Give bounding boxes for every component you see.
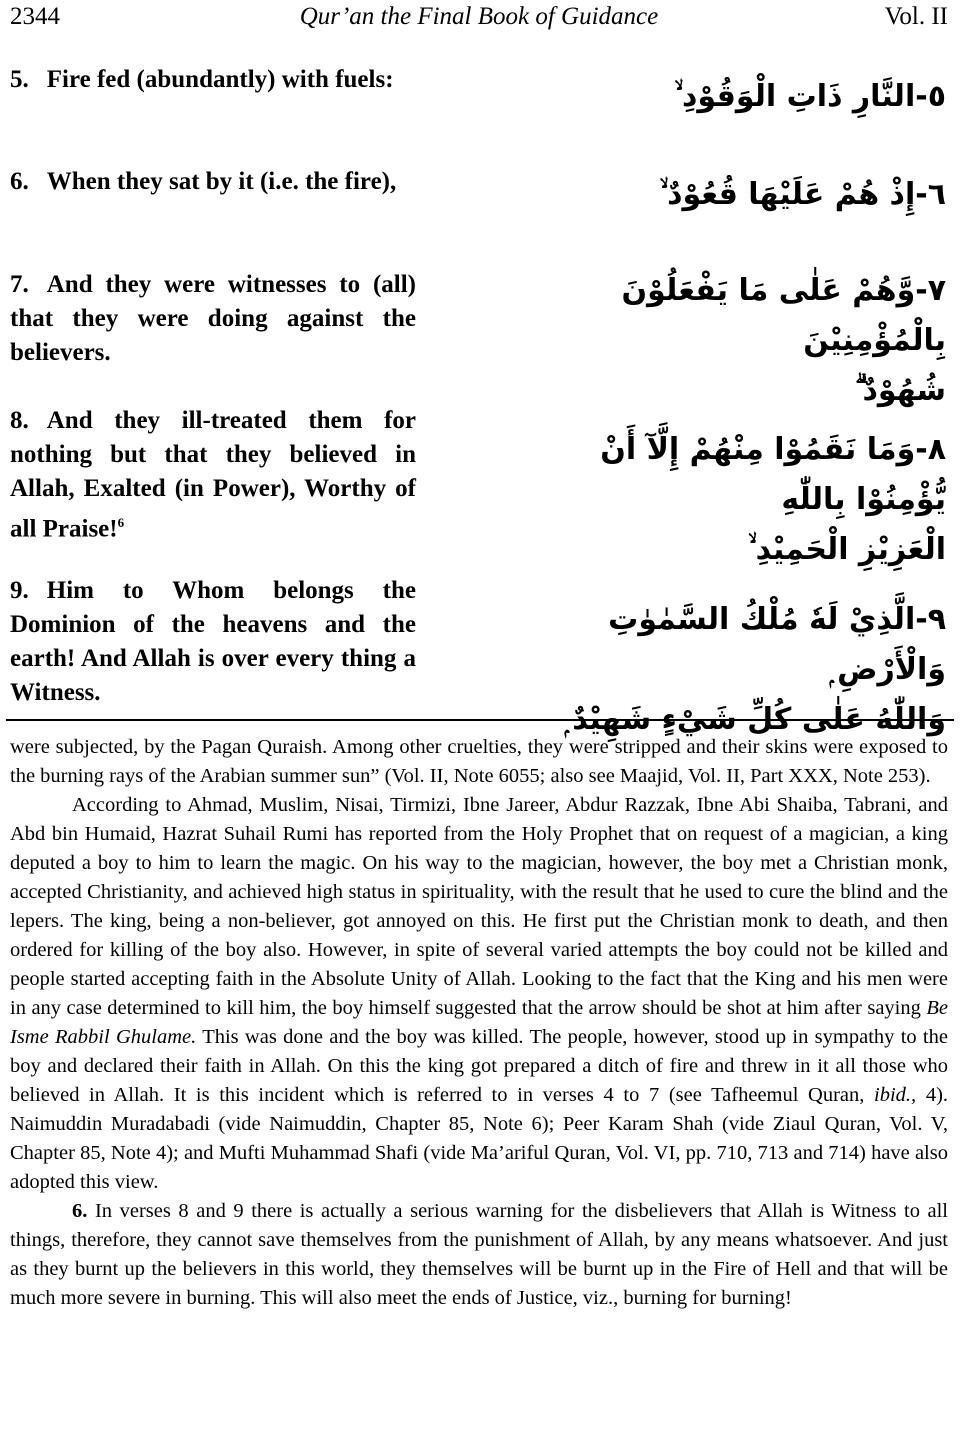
page-number: 2344 [10, 3, 60, 30]
verse-6-arabic: ٦-إِذْ هُمْ عَلَيْهَا قُعُوْدٌ ۙ [659, 177, 946, 212]
verse-text: When they sat by it (i.e. the fire), [46, 168, 397, 195]
verse-text: And they ill-treated them for nothing but that they believed in Allah, Exalted (in Power), Worthy of all Praise! [10, 407, 416, 543]
verse-5-arabic: ٥-النَّارِ ذَاتِ الْوَقُوْدِ ۙ [674, 79, 946, 114]
footnotes [10, 733, 948, 1313]
verse-7-arabic: ٧-وَّهُمْ عَلٰى مَا يَفْعَلُوْنَ بِالْمُؤْمِنِيْنَ شُهُوْدٌ ۗ [621, 273, 946, 408]
verse-number: 5. [10, 66, 29, 93]
verse-9-arabic: ٩-الَّذِيْ لَهٗ مُلْكُ السَّمٰوٰتِ وَالْأَرْضِ ۭ وَاللّٰهُ عَلٰى كُلِّ شَيْءٍ شَهِيْدٌ ۭ [564, 602, 946, 737]
footnote-paragraph: According to Ahmad, Muslim, Nisai, Tirmizi, Ibne Jareer, Abdur Razzak, Ibne Abi Shaiba, Tabrani, and Abd bin Humaid, Hazrat Suhail Rumi has reported from the Holy Prophet that on request of a magician, a king deputed a boy to him to learn the magic. On his way to the magician, however, the boy met a Christian monk, accepted Christianity, and achieved high status in spirituality, with the result that he used to cure the blind and the lepers. The king, being a non-believer, got annoyed on this. He first put the Christian monk to death, and then ordered for killing of the boy also. However, in spite of several varied attempts the boy could not be killed and people started accepting faith in the Absolute Unity of Allah. Looking to the fact that the King and his men were in any case determined to kill him, the boy himself suggested that the arrow should be shot at him after saying Be Isme Rabbil Ghulame. This was done and the boy was killed. The people, however, stood up in sympathy to the boy and declared their faith in Allah. On this the king got prepared a ditch of fire and threw in it all those who believed in Allah. It is this incident which is referred to in verses 4 to 7 (see Tafheemul Quran, ibid., 4). Naimuddin Muradabadi (vide Naimuddin, Chapter 85, Note 6); Peer Karam Shah (vide Ziaul Quran, Vol. V, Chapter 85, Note 4); and Mufti Muhammad Shafi (vide Ma’ariful Quran, Vol. VI, pp. 710, 713 and 714) have also adopted this view. [10, 794, 949, 1193]
footnote-divider [6, 719, 954, 721]
volume-label: Vol. II [884, 3, 948, 30]
footnote-number: 6. [72, 1200, 88, 1222]
verse-8-arabic: ٨-وَمَا نَقَمُوْا مِنْهُمْ إِلَّآ أَنْ يُّؤْمِنُوْا بِاللّٰهِ الْعَزِيْزِ الْحَمِيْدِ ۙ [600, 432, 946, 567]
verse-text: Him to Whom belongs the Dominion of the heavens and the earth! And Allah is over every thing a Witness. [10, 577, 416, 706]
verse-5-translation [10, 63, 416, 97]
verse-text: Fire fed (abundantly) with fuels: [46, 66, 394, 93]
verse-6-translation [10, 165, 416, 199]
transliteration: Be Isme Rabbil Ghulame. [10, 997, 948, 1048]
verse-number: 7. [10, 271, 29, 298]
book-title: Qur’an the Final Book of Guidance [299, 3, 659, 30]
verse-8-translation [10, 404, 416, 546]
verse-7-translation [10, 268, 416, 370]
verse-text: And they were witnesses to (all) that they were doing against the believers. [10, 271, 416, 366]
page-header [10, 0, 948, 34]
verse-number: 8. [10, 407, 29, 434]
footnote-6 [10, 1197, 948, 1313]
verse-9-translation [10, 574, 416, 710]
footnote-ref: 6 [117, 515, 125, 530]
footnote-text: In verses 8 and 9 there is actually a serious warning for the disbelievers that Allah is Witness to all things, therefore, they cannot save themselves from the punishment of Allah, by any means whatsoever. And just as they burnt up the believers in this world, they themselves will be burnt up in the Fire of Hell and that will be much more severe in burning. This will also meet the ends of Justice, viz., burning for burning! [10, 1200, 949, 1309]
verse-number: 9. [10, 577, 29, 604]
verse-number: 6. [10, 168, 29, 195]
ibid-ref: ibid., [874, 1084, 917, 1106]
footnote-continuation: were subjected, by the Pagan Quraish. Among other cruelties, they were stripped and their skins were exposed to the burning rays of the Arabian summer sun” (Vol. II, Note 6055; also see Maajid, Vol. II, Part XXX, Note 253). [10, 736, 948, 787]
